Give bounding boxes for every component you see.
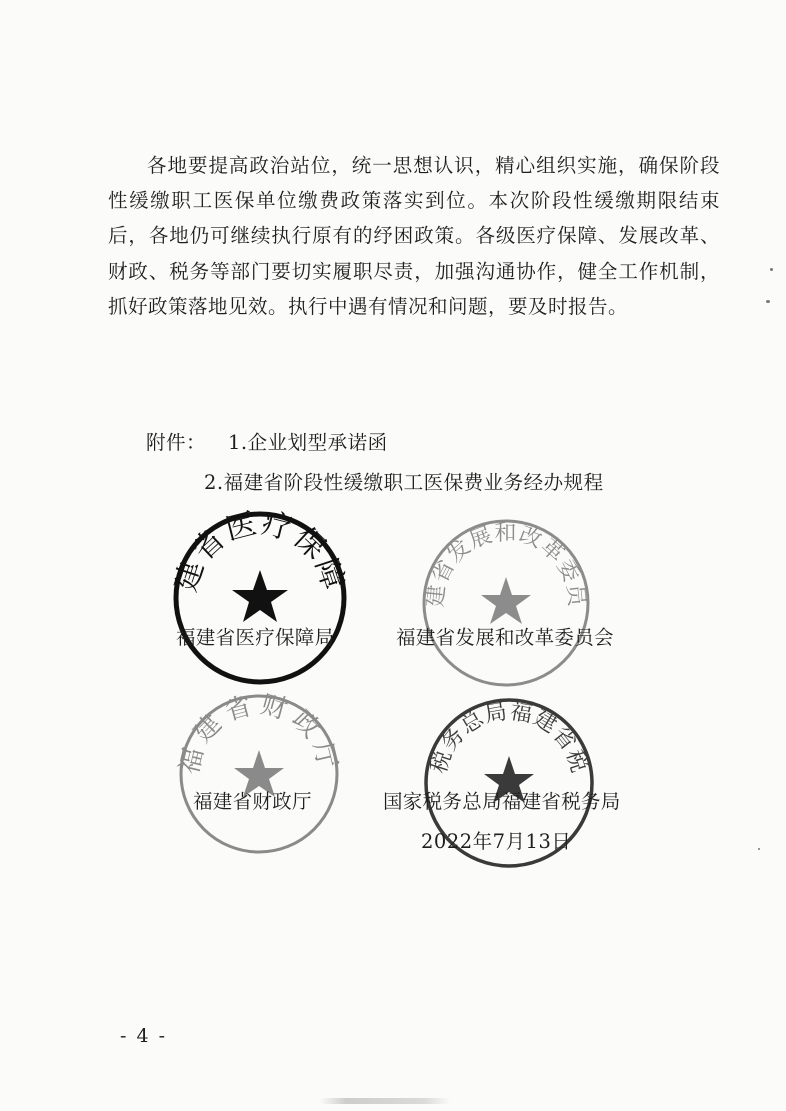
page-number: - 4 - bbox=[120, 1025, 168, 1047]
seal-1-text: 建省医疗保障 bbox=[170, 508, 350, 596]
attachment-item-2: 2.福建省阶段性缓缴职工医保费业务经办规程 bbox=[204, 471, 604, 494]
attachment-item-1: 1.企业划型承诺函 bbox=[228, 431, 388, 454]
signatory-tax-bureau: 国家税务总局福建省税务局 bbox=[383, 790, 621, 813]
star-icon bbox=[481, 577, 531, 624]
body-paragraph: 各地要提高政治站位，统一思想认识，精心组织实施，确保阶段性缓缴职工医保单位缴费政策落实到位。本次阶段性缓缴期限结束后，各地仍可继续执行原有的纾困政策。各级医疗保障、发展改革、财政、税务等部门要切实履职尽责，加强沟通协作，健全工作机制，抓好政策落地见效。执行中遇有情况和问题，要及时报告。 bbox=[108, 154, 720, 318]
seal-finance-department bbox=[175, 690, 343, 858]
seal-4-text: 税务总局福建省税 bbox=[426, 699, 592, 777]
scan-speck bbox=[770, 268, 773, 271]
seal-medical-security-bureau bbox=[170, 508, 350, 688]
scan-smudge bbox=[320, 1098, 450, 1104]
scan-speck bbox=[758, 848, 760, 850]
seal-development-reform-commission bbox=[418, 515, 594, 691]
seal-2-text: 建省发展和改革委员 bbox=[423, 521, 589, 609]
signatory-medical-security-bureau: 福建省医疗保障局 bbox=[176, 626, 335, 649]
document-date: 2022年7月13日 bbox=[421, 830, 572, 853]
signatory-development-reform-commission: 福建省发展和改革委员会 bbox=[396, 626, 614, 649]
seal-3-text: 福建省财政厅 bbox=[175, 690, 343, 778]
signatory-finance-department: 福建省财政厅 bbox=[193, 790, 312, 813]
scan-speck bbox=[766, 300, 770, 303]
svg-text:国家税务总局福建省税务局 bbox=[420, 694, 592, 776]
attachment-label: 附件： bbox=[146, 431, 207, 454]
star-icon bbox=[232, 570, 288, 622]
